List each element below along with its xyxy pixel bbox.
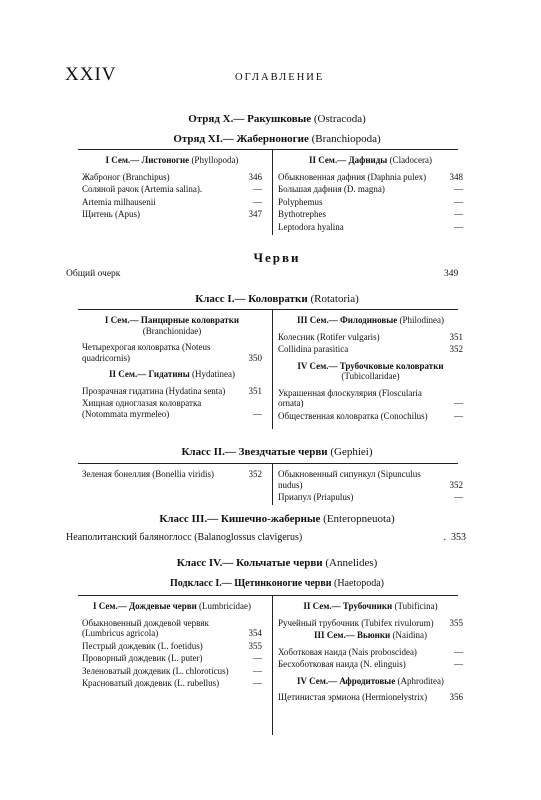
entry-page: — (454, 209, 463, 219)
entry-text: Соляной рачок (Artemia salina). (82, 184, 203, 194)
family-heading: II Сем.— Гидатины (Hydatinea) (109, 369, 235, 379)
family-heading: IV Сем.— Афродитовые (Aphroditea) (297, 675, 444, 686)
entry-page: 355 (248, 640, 262, 651)
heading-class-1: Класс I.— Коловратки (Rotatoria) (195, 293, 359, 305)
divider (78, 309, 458, 310)
entry-text: Большая дафния (D. magna) (278, 184, 385, 194)
divider (78, 149, 458, 150)
entry-page: — (253, 653, 262, 663)
divider (78, 595, 458, 596)
entry-page: — (454, 398, 463, 408)
gephiei-left (82, 469, 262, 482)
entry-text: Обыкновенная дафния (Daphnia pulex) (278, 171, 427, 182)
entry-text: Общественная коловратка (Conochilus) (278, 410, 428, 421)
running-title: ОГЛАВЛЕНИЕ (235, 72, 325, 83)
entry-page: — (454, 184, 463, 194)
entry-text: Прозрачная гидатина (Hydatina senta) (82, 385, 226, 396)
entry-page: — (253, 408, 262, 419)
entry-page: — (454, 659, 463, 669)
toc-entry (82, 184, 262, 195)
entry-page: 355 (449, 617, 463, 628)
toc-entry (82, 386, 262, 397)
entry-page: — (253, 196, 262, 207)
entry-page: — (253, 678, 262, 688)
entry-page: — (454, 492, 463, 502)
toc-entry (278, 388, 463, 409)
heading-class-3: Класс III.— Кишечно-жаберные (Enteropneuota) (159, 513, 395, 525)
divider (78, 463, 458, 464)
entry-text: Зеленая бонеллия (Bonellia viridis) (82, 469, 215, 479)
entry-page: 348 (449, 171, 463, 182)
family-heading: I Сем.— Панцирные коловратки (Branchionidae) (104, 315, 240, 336)
entry-page: — (454, 646, 463, 657)
toc-entry (82, 469, 262, 480)
entry-text: Ручейный трубочник (Tubifex rivulorum) (278, 617, 434, 628)
family-heading: I Сем.— Листоногие (Phyllopoda) (105, 155, 239, 165)
page-number: XXIV (65, 64, 117, 85)
family-heading: III Сем.— Вьюнки (Naidina) (314, 630, 427, 640)
entry-text: Artemia milhausenii (82, 196, 156, 207)
toc-entry (82, 618, 262, 639)
entry-page: — (253, 184, 262, 194)
entry-text: Collidina parasitica (278, 344, 349, 354)
family-heading: IV Сем.— Трубочковые коловратки (Tubicollaridae) (297, 360, 444, 381)
entry-page: 352 (449, 344, 463, 354)
toc-entry (278, 172, 463, 183)
toc-entry (82, 209, 262, 220)
entry-text: Хоботковая наида (Nais proboscidea) (278, 646, 417, 657)
toc-entry (82, 398, 262, 419)
family-phyllopoda (82, 155, 262, 222)
toc-entry (82, 197, 262, 208)
entry-text: Leptodora hyalina (278, 221, 344, 232)
heading-subclass-1: Подкласс I.— Щетинконогие черви (Haetopoda) (170, 578, 384, 589)
entry-text: Зеленоватый дождевик (L. chloroticus) (82, 665, 229, 676)
section-title-worms: Черви (253, 250, 301, 265)
entry-text: Бесхоботковая наида (N. elinguis) (278, 659, 406, 669)
family-heading: III Сем.— Филодиновые (Philodinea) (296, 315, 445, 325)
entry-text: Щетинистая эрмиона (Hermionelystrix) (278, 692, 428, 702)
entry-text: Колесник (Rotifer vulgaris) (278, 331, 380, 342)
family-heading: I Сем.— Дождевые черви (Lumbricidae) (92, 601, 251, 611)
entry-text: Красноватый дождевик (L. rubellus) (82, 678, 220, 688)
entry-text: Щитень (Apus) (82, 209, 140, 219)
toc-entry (82, 641, 262, 652)
toc-entry (278, 332, 463, 343)
toc-entry (278, 492, 463, 503)
entry-page: 346 (248, 171, 262, 182)
column-divider (272, 595, 273, 735)
family-tubificina (278, 601, 463, 705)
toc-entry (82, 342, 262, 363)
overview-label: Общий очерк (66, 269, 121, 279)
toc-entry (278, 659, 463, 670)
family-philodinea (278, 315, 463, 423)
entry-text: Пестрый дождевик (L. foetidus) (82, 640, 203, 651)
toc-entry (82, 172, 262, 183)
family-heading: II Сем.— Дафниды (Cladocera) (308, 155, 433, 165)
entry-balanoglossus: Неаполитанский баляноглосс (Balanoglossus clavigerus) . 353 (66, 532, 466, 543)
entry-page: 352 (248, 469, 262, 479)
entry-text: Bythotrephes (278, 209, 326, 219)
entry-page: 351 (248, 385, 262, 396)
column-divider (272, 149, 273, 235)
entry-page: — (253, 665, 262, 676)
entry-text: Приапул (Priapulus) (278, 492, 354, 502)
entry-page: 354 (248, 628, 262, 638)
toc-entry (278, 692, 463, 703)
toc-entry (278, 411, 463, 422)
entry-page: 350 (248, 352, 262, 363)
heading-order-11: Отряд XI.— Жаберноногие (Branchiopoda) (173, 133, 381, 145)
toc-entry (278, 184, 463, 195)
toc-entry (82, 666, 262, 677)
entry-page: — (454, 410, 463, 421)
overview-page: 349 (444, 269, 459, 279)
entry-text: Обыкновенный сипункул (Sipunculus nudus) (278, 469, 421, 490)
entry-page: 352 (449, 479, 463, 490)
toc-entry (278, 344, 463, 355)
toc-entry (278, 209, 463, 220)
family-cladocera (278, 155, 463, 234)
toc-entry (278, 222, 463, 233)
entry-text: Обыкновенный дождевой червяк (Lumbricus agricola) (82, 617, 209, 638)
entry-page: 351 (449, 331, 463, 342)
toc-entry (82, 653, 262, 664)
entry-text: Четырехрогая коловратка (Noteus quadricornis) (82, 342, 211, 363)
entry-text: Polyphemus (278, 196, 323, 207)
family-branchionidae (82, 315, 262, 421)
toc-entry (278, 647, 463, 658)
heading-class-2: Класс II.— Звездчатые черви (Gephiei) (181, 446, 373, 458)
entry-page: 347 (248, 209, 262, 219)
entry-text: Жаброног (Branchipus) (82, 171, 170, 182)
gephiei-right (278, 469, 463, 505)
entry-text: Украшенная флоскулярия (Floscularia ornata) (278, 387, 422, 408)
toc-entry (278, 469, 463, 490)
family-lumbricidae (82, 601, 262, 691)
column-divider (272, 309, 273, 429)
heading-class-4: Класс IV.— Кольчатые черви (Annelides) (176, 557, 378, 569)
toc-entry (82, 678, 262, 689)
toc-entry (278, 618, 463, 629)
heading-order-10: Отряд X.— Ракушковые (Ostracoda) (188, 113, 366, 125)
toc-entry (278, 197, 463, 208)
entry-page: — (454, 221, 463, 232)
column-divider (272, 463, 273, 505)
entry-text: Хищная одноглазая коловратка (Notommata myrmeleo) (82, 398, 202, 419)
entry-page: 356 (449, 692, 463, 702)
entry-page: — (454, 196, 463, 207)
entry-text: Проворный дождевик (L. puter) (82, 653, 203, 663)
family-heading: II Сем.— Трубочники (Tubificina) (303, 601, 438, 611)
